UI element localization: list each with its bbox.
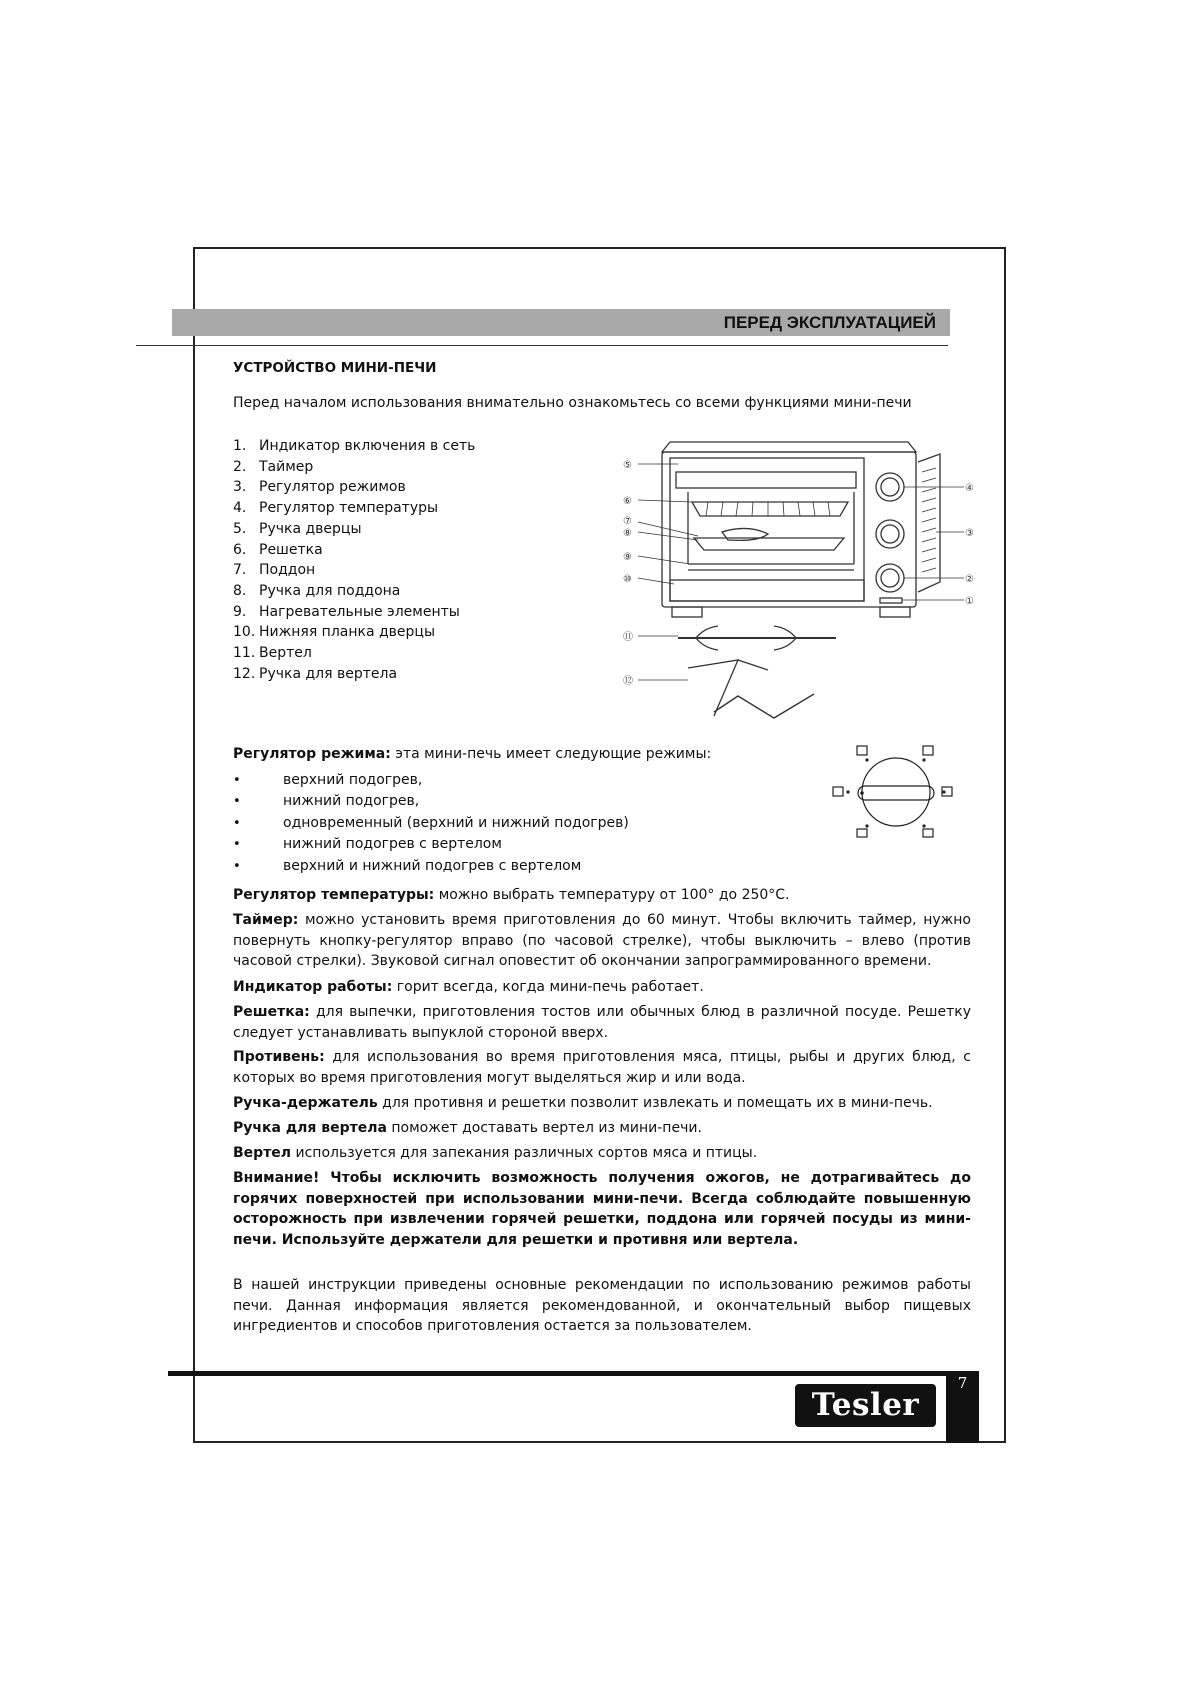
rack-paragraph: Решетка: для выпечки, приготовления тостов или обычных блюд в различной посуде. Решетку следует устанавливать выпуклой стороной вверх.	[233, 1004, 971, 1041]
list-item: 5. Ручка дверцы	[233, 520, 362, 537]
callout-1: ①	[965, 596, 974, 607]
list-item: 3. Регулятор режимов	[233, 479, 406, 496]
spit-paragraph: Вертел используется для запекания различных сортов мяса и птицы.	[233, 1145, 758, 1161]
callout-3: ③	[965, 528, 974, 539]
list-item: • верхний и нижний подогрев с вертелом	[233, 857, 582, 874]
list-item: 10. Нижняя планка дверцы	[233, 624, 436, 641]
section-header-title: ПЕРЕД ЭКСПЛУАТАЦИЕЙ	[723, 313, 936, 332]
callout-8: ⑧	[623, 528, 632, 539]
intro-text: Перед началом использования внимательно ознакомьтесь со всеми функциями мини-печи	[233, 395, 912, 411]
tesler-logo: Tesler	[795, 1384, 936, 1427]
timer-paragraph: Таймер: можно установить время приготовления до 60 минут. Чтобы включить таймер, нужно повернуть кнопку-регулятор вправо (по часовой стрелке), чтобы выключить – влево (против часовой стрелки). Звуковой сигнал оповестит об окончании запрограммированного времени.	[233, 912, 971, 969]
list-item: • одновременный (верхний и нижний подогрев)	[233, 814, 629, 831]
header-rule	[136, 345, 948, 346]
closing-paragraph: В нашей инструкции приведены основные рекомендации по использованию режимов работы печи. Данная информация является рекомендованной, и окончательный выбор пищевых ингредиентов и способов приготовления остается за пользователем.	[233, 1277, 971, 1334]
footer-bar	[168, 1371, 976, 1376]
indicator-paragraph: Индикатор работы: горит всегда, когда мини-печь работает.	[233, 979, 704, 995]
warning-paragraph: Внимание! Чтобы исключить возможность получения ожогов, не дотрагивайтесь до горячих поверхностей при использовании мини-печи. Всегда соблюдайте повышенную осторожность при извлечении горячей решетки, поддона или горячей посуды из мини-печи. Используйте держатели для решетки и противня или вертела.	[233, 1170, 971, 1248]
callout-7: ⑦	[623, 516, 632, 527]
mode-regulator-paragraph: Регулятор режима: эта мини-печь имеет следующие режимы:	[233, 746, 712, 762]
temperature-paragraph: Регулятор температуры: можно выбрать температуру от 100° до 250°С.	[233, 887, 790, 903]
list-item: • нижний подогрев с вертелом	[233, 836, 502, 853]
page-title: УСТРОЙСТВО МИНИ-ПЕЧИ	[233, 360, 437, 376]
modes-list	[233, 770, 629, 877]
list-item: • верхний подогрев,	[233, 772, 423, 788]
list-item: 7. Поддон	[233, 562, 316, 579]
callout-6: ⑥	[623, 496, 632, 507]
oven-diagram	[618, 432, 980, 722]
page-number: 7	[957, 1374, 968, 1392]
holder-paragraph: Ручка-держатель для противня и решетки позволит извлекать и помещать их в мини-печь.	[233, 1095, 933, 1111]
callout-5: ⑤	[623, 460, 632, 471]
parts-list	[233, 436, 475, 684]
list-item: 6. Решетка	[233, 541, 323, 558]
section-header-band	[172, 309, 950, 336]
callout-12: ⑫	[623, 676, 633, 687]
list-item: 1. Индикатор включения в сеть	[233, 438, 476, 454]
list-item: • нижний подогрев,	[233, 793, 420, 810]
callout-10: ⑩	[623, 574, 632, 585]
list-item: 12. Ручка для вертела	[233, 665, 398, 682]
list-item: 2. Таймер	[233, 458, 314, 475]
page-number-tab	[946, 1371, 979, 1443]
callout-9: ⑨	[623, 552, 632, 563]
list-item: 11. Вертел	[233, 645, 312, 662]
list-item: 4. Регулятор температуры	[233, 500, 439, 517]
list-item: 9. Нагревательные элементы	[233, 603, 460, 620]
tray-paragraph: Противень: для использования во время приготовления мяса, птицы, рыбы и других блюд, с которых во время приготовления могут выделяться жир и или вода.	[233, 1049, 971, 1086]
callout-2: ②	[965, 574, 974, 585]
spit-handle-paragraph: Ручка для вертела поможет доставать вертел из мини-печи.	[233, 1120, 702, 1136]
callout-4: ④	[965, 483, 974, 494]
callout-11: ⑪	[623, 632, 633, 643]
list-item: 8. Ручка для поддона	[233, 582, 401, 599]
